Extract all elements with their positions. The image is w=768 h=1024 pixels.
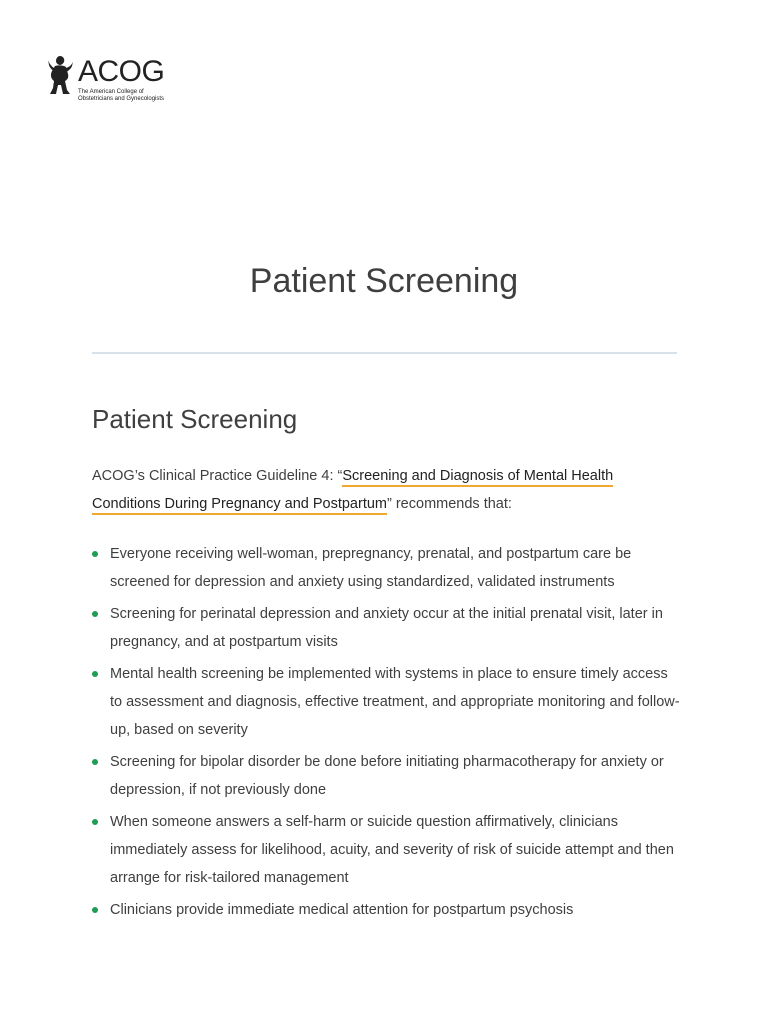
bullet-icon [92, 611, 98, 617]
bullet-icon [92, 759, 98, 765]
list-item [92, 896, 682, 924]
list-item-text: Screening for bipolar disorder be done before initiating pharmacotherapy for anxiety or depression, if not previously done [110, 754, 664, 798]
intro-suffix: ” recommends that: [387, 496, 512, 512]
acog-logo[interactable] [46, 54, 178, 103]
list-item-text: Mental health screening be implemented with systems in place to ensure timely access to assessment and diagnosis, effective treatment, and appropriate monitoring and follow-up, based on severity [110, 666, 680, 738]
list-item [92, 540, 682, 596]
logo-subtitle: The American College of Obstetricians and Gynecologists [78, 89, 165, 102]
recommendations-list [92, 540, 682, 928]
list-item-text: Clinicians provide immediate medical attention for postpartum psychosis [110, 902, 574, 918]
list-item [92, 600, 682, 656]
intro-paragraph [92, 462, 682, 518]
bullet-icon [92, 671, 98, 677]
list-item-text: When someone answers a self-harm or suicide question affirmatively, clinicians immediately assess for likelihood, acuity, and severity of risk of suicide attempt and then arrange for risk-tailored management [110, 814, 674, 886]
list-item [92, 660, 682, 744]
title-divider [92, 352, 677, 354]
acog-figure-icon [46, 54, 74, 96]
bullet-icon [92, 907, 98, 913]
list-item-text: Screening for perinatal depression and anxiety occur at the initial prenatal visit, later in pregnancy, and at postpartum visits [110, 606, 663, 650]
section-heading: Patient Screening [92, 404, 298, 434]
intro-prefix: ACOG’s Clinical Practice Guideline 4: “ [92, 468, 343, 484]
guideline-link[interactable]: Screening and Diagnosis of Mental Health Conditions During Pregnancy and Postpartum [92, 468, 613, 515]
list-item-text: Everyone receiving well-woman, prepregnancy, prenatal, and postpartum care be screened for depression and anxiety using standardized, validated instruments [110, 546, 632, 590]
list-item [92, 808, 682, 892]
list-item [92, 748, 682, 804]
logo-wordmark: ACOG [78, 55, 165, 88]
bullet-icon [92, 819, 98, 825]
logo-text [78, 54, 178, 103]
page-title: Patient Screening [249, 262, 519, 300]
bullet-icon [92, 551, 98, 557]
